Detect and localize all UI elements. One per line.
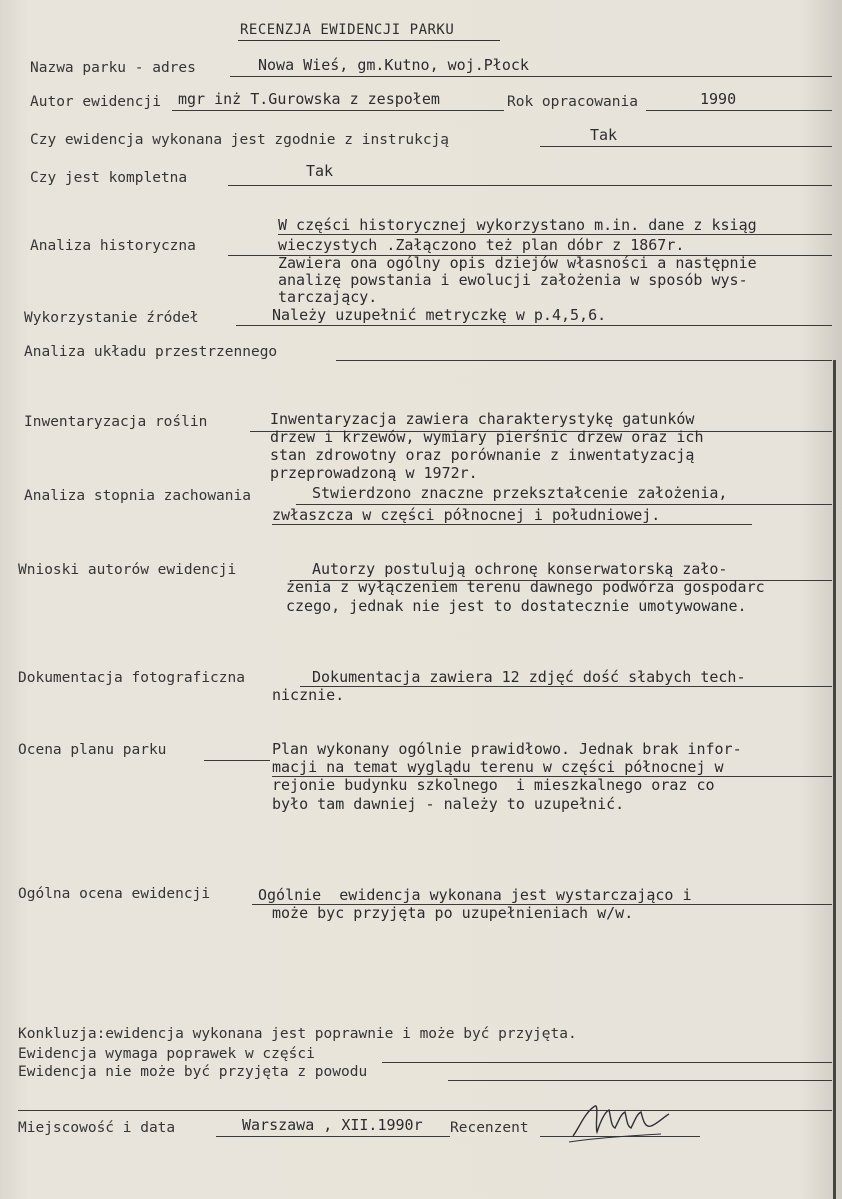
photo-line-2: nicznie. xyxy=(272,686,345,704)
plants-line-2: drzew i krzewów, wymiary pierśnic drzew oraz ich xyxy=(270,428,704,446)
title-underline xyxy=(238,40,500,41)
corrections-statement: Ewidencja wymaga poprawek w części xyxy=(18,1046,315,1062)
preservation-line-1: Stwierdzono znaczne przekształcenie założenia, xyxy=(312,484,728,502)
corrections-line xyxy=(382,1062,832,1063)
conclusion-statement: Konkluzja:ewidencja wykonana jest poprawnie i może być przyjęta. xyxy=(18,1026,577,1042)
preservation-rule-2 xyxy=(272,524,752,525)
sources-label: Wykorzystanie źródeł xyxy=(24,310,199,326)
place-date-label: Miejscowość i data xyxy=(18,1120,176,1136)
plants-line-3: stan zdrowotny oraz porównanie z inwentatyzacją xyxy=(270,446,695,464)
park-name-label: Nazwa parku - adres xyxy=(30,60,196,76)
plan-line-1: Plan wykonany ogólnie prawidłowo. Jednak brak infor- xyxy=(272,740,742,758)
photo-line-1: Dokumentacja zawiera 12 zdjęć dość słabych tech- xyxy=(312,668,746,686)
complete-value: Tak xyxy=(306,162,334,180)
plan-line-4: było tam dawniej - należy to uzupełnić. xyxy=(272,795,625,813)
history-line-5: tarczający. xyxy=(278,288,378,306)
plants-line-1: Inwentaryzacja zawiera charakterystykę gatunków xyxy=(270,410,695,428)
spatial-label: Analiza układu przestrzennego xyxy=(24,344,278,360)
overall-line-2: może byc przyjęta po uzupełnieniach w/w. xyxy=(272,904,634,922)
history-rule-1 xyxy=(278,234,832,235)
plan-label-line xyxy=(204,760,270,761)
conclusions-label: Wnioski autorów ewidencji xyxy=(18,562,237,578)
photo-label: Dokumentacja fotograficzna xyxy=(18,670,245,686)
history-label: Analiza historyczna xyxy=(30,238,196,254)
preservation-label: Analiza stopnia zachowania xyxy=(24,488,251,504)
author-value: mgr inż T.Gurowska z zespołem xyxy=(178,90,440,108)
reviewer-signature-icon xyxy=(565,1098,675,1148)
history-line-2: wieczystych .Załączono też plan dóbr z 1867r. xyxy=(278,236,685,254)
form-title: RECENZJA EWIDENCJI PARKU xyxy=(240,22,455,38)
history-line-3: Zawiera ona ogólny opis dziejów własności a następnie xyxy=(278,254,757,272)
plan-line-2: macji na temat wyglądu terenu w części północnej w xyxy=(272,758,724,776)
sources-value: Należy uzupełnić metryczkę w p.4,5,6. xyxy=(272,306,607,324)
author-line xyxy=(172,110,504,111)
plants-label: Inwentaryzacja roślin xyxy=(24,414,208,430)
photo-rule-1 xyxy=(300,686,832,687)
plan-label: Ocena planu parku xyxy=(18,742,167,758)
year-value: 1990 xyxy=(700,90,737,108)
preservation-rule-1 xyxy=(296,504,832,505)
page-edge-shadow xyxy=(833,360,836,1199)
plants-line-4: przeprowadzoną w 1972r. xyxy=(270,464,478,482)
instruction-value: Tak xyxy=(590,126,618,144)
rejected-line xyxy=(448,1080,832,1081)
instruction-line xyxy=(540,146,832,147)
plan-line-3: rejonie budynku szkolnego i mieszkalnego oraz co xyxy=(272,776,715,794)
complete-label: Czy jest kompletna xyxy=(30,170,188,186)
history-line-4: analizę powstania i ewolucji założenia w sposób wys- xyxy=(278,271,748,289)
instruction-label: Czy ewidencja wykonana jest zgodnie z instrukcją xyxy=(30,132,450,148)
complete-line xyxy=(228,185,832,186)
author-label: Autor ewidencji xyxy=(30,94,161,110)
year-label: Rok opracowania xyxy=(507,94,638,110)
conclusions-line-2: żenia z wyłączeniem terenu dawnego podwórza gospodarc xyxy=(286,578,765,596)
park-name-line xyxy=(230,76,832,77)
park-name-value: Nowa Wieś, gm.Kutno, woj.Płock xyxy=(258,56,529,74)
overall-label: Ogólna ocena ewidencji xyxy=(18,886,211,902)
preservation-line-2: zwłaszcza w części północnej i południowej. xyxy=(272,506,661,524)
reviewer-label: Recenzent xyxy=(450,1120,529,1136)
place-date-line xyxy=(216,1136,450,1137)
year-line xyxy=(646,110,832,111)
footer-separator xyxy=(18,1110,832,1111)
overall-line-1: Ogólnie ewidencja wykonana jest wystarczająco i xyxy=(258,886,692,904)
history-line-1: W części historycznej wykorzystano m.in. dane z ksiąg xyxy=(278,216,757,234)
conclusions-line-1: Autorzy postulują ochronę konserwatorską zało- xyxy=(312,560,728,578)
sources-line xyxy=(236,325,832,326)
spatial-line xyxy=(336,360,832,361)
rejected-statement: Ewidencja nie może być przyjęta z powodu xyxy=(18,1064,368,1080)
conclusions-line-3: czego, jednak nie jest to dostatecznie umotywowane. xyxy=(286,597,747,615)
place-date-value: Warszawa , XII.1990r xyxy=(242,1116,423,1134)
